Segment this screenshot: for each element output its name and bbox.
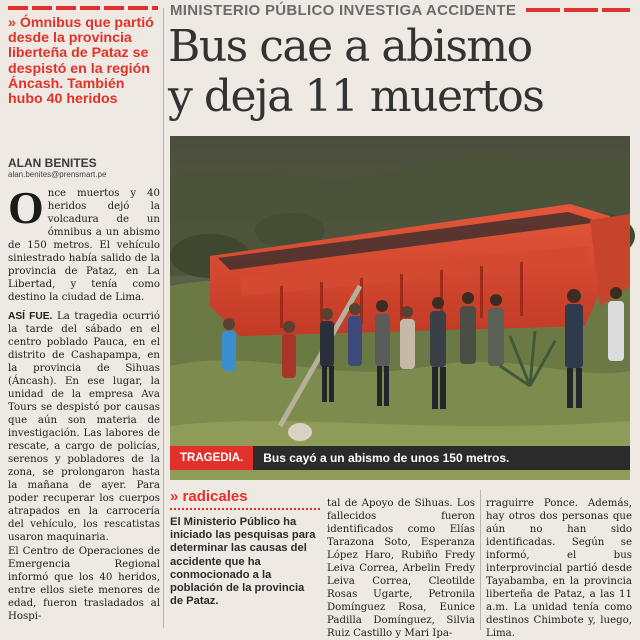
byline xyxy=(8,156,162,179)
paragraph-2: La tragedia ocurrió la tarde del sábado en el centro poblado Pauca, en el distrito de Cashapampa, en la provincia de Sihuas (Áncash). En ese lugar, la unidad de la empresa Ava Tours se despistó por causas que aún son materia de investigación. Las labores de rescate, a cargo de policías, serenos y pobladores de la zona, se prolongaron hasta la mañana de ayer. Para poder recuperar los cuerpos atrapados en la carrocería del vehículo, los rescatistas usaron maquinaria. xyxy=(8,311,160,543)
kicker-rule xyxy=(526,8,630,12)
headline-line-2: y deja 11 muertos xyxy=(168,71,544,122)
drop-cap: O xyxy=(8,182,44,233)
headline xyxy=(168,22,638,122)
deck-text: Ómnibus que partió desde la provincia liberteña de Pataz se despistó en la región Áncash. También hubo 40 heridos xyxy=(8,15,154,108)
sidebar-title: radicales xyxy=(182,488,248,505)
kicker: MINISTERIO PÚBLICO INVESTIGA ACCIDENTE xyxy=(170,1,517,19)
kicker-row xyxy=(170,0,630,20)
sidebar-marker: » xyxy=(170,488,179,505)
accident-photo xyxy=(170,136,630,480)
caption-tag: TRAGEDIA. xyxy=(170,446,253,470)
paragraph-3: El Centro de Operaciones de Emergencia Regional informó que los 40 heridos, entre ellos siete menores de edad, fueron trasladados al Hospi- xyxy=(8,546,160,622)
deck-rule xyxy=(8,6,158,10)
photo-illustration xyxy=(170,136,630,480)
byline-email: alan.benites@prensmart.pe xyxy=(8,170,107,179)
body-column-1 xyxy=(8,182,160,627)
deck xyxy=(8,16,162,107)
photo-caption: Bus cayó a un abismo de unos 150 metros. xyxy=(263,451,510,465)
photo-caption-bar xyxy=(170,446,630,470)
sidebar-box xyxy=(170,488,320,608)
column-rule xyxy=(163,8,164,628)
byline-author: ALAN BENITES xyxy=(8,156,97,170)
body-column-4: rraguirre Ponce. Además, hay otros dos personas que aún no han sido identificadas. Según se informó, el bus interprovincial partió desde Tayabamba, en la provincia liberteña de Pataz, a las 11 a.m. La unidad tenía como destinos Chimbote y, luego, Lima. xyxy=(486,498,632,639)
sidebar-text: El Ministerio Público ha iniciado las pesquisas para determinar las causas del accidente que ha conmocionado a la población de la provincia de Pataz. xyxy=(170,516,316,608)
column-rule xyxy=(480,490,481,630)
paragraph-1: nce muertos y 40 heridos dejó la volcadura de un ómnibus a un abismo de 150 metros. El vehículo siniestrado había salido de la provincia de Pataz, en La Libertad, y tenía como destino la ciudad de Lima. xyxy=(8,188,160,303)
body-column-3: tal de Apoyo de Sihuas. Los fallecidos fueron identificados como Elías Tarazona Soto, Esperanza López Haro, Rubiño Fredy Leiva Correa, Arbelin Fredy Leiva Correa, Cleotilde Rosas Ugarte, Petronila Domínguez Rosa, Eunice Padilla Domínguez, Silvia Ruiz Castillo y Mari Ipa- xyxy=(327,498,475,639)
sidebar-heading xyxy=(170,488,320,510)
headline-line-1: Bus cae a abismo xyxy=(168,21,532,72)
deck-marker: » xyxy=(8,15,16,31)
dog xyxy=(288,423,312,441)
lead-in: ASÍ FUE. xyxy=(8,311,53,322)
